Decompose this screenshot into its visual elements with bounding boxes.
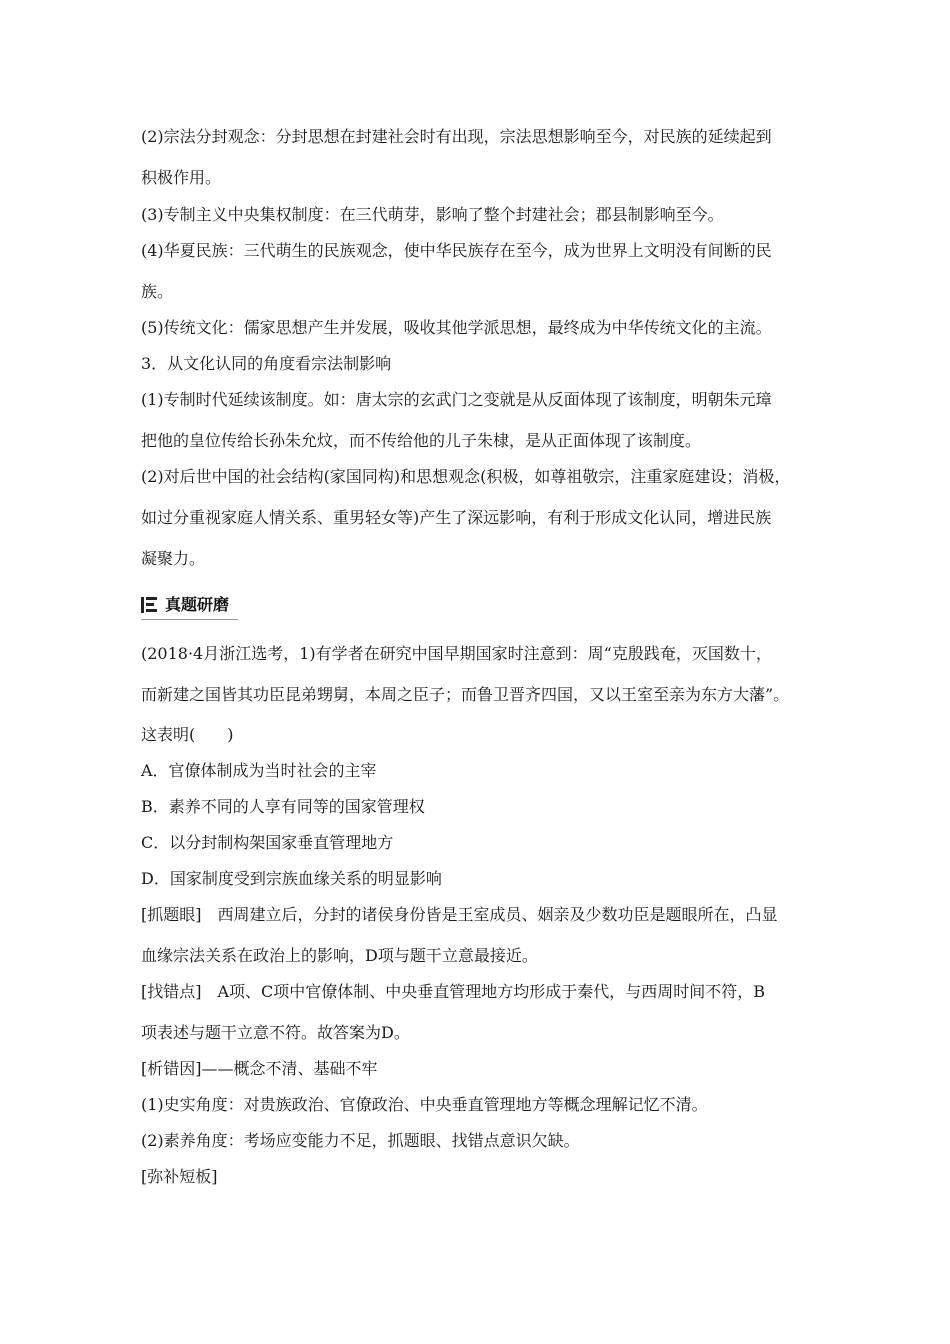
section-divider (141, 619, 238, 620)
question-stem-line: 这表明( ) (141, 725, 234, 744)
analysis-line: (1)史实角度：对贵族政治、官僚政治、中央垂直管理地方等概念理解记忆不清。 (141, 1095, 708, 1114)
text-line: 3．从文化认同的角度看宗法制影响 (141, 354, 392, 373)
text-line: (1)专制时代延续该制度。如：唐太宗的玄武门之变就是从反面体现了该制度，明朝朱元璋 (141, 390, 772, 409)
text-line: (2)对后世中国的社会结构(家国同构)和思想观念(积极，如尊祖敬宗，注重家庭建设；消极， (141, 467, 791, 486)
text-line: 族。 (141, 282, 174, 301)
option-c: C．以分封制构架国家垂直管理地方 (141, 833, 394, 852)
analysis-line: [弥补短板] (141, 1167, 218, 1186)
section-header (141, 594, 229, 616)
text-line: (4)华夏民族：三代萌生的民族观念，使中华民族存在至今，成为世界上文明没有间断的民 (141, 241, 772, 260)
option-b: B．素养不同的人享有同等的国家管理权 (141, 797, 425, 816)
text-line: 积极作用。 (141, 168, 222, 187)
analysis-line: 项表述与题干立意不符。故答案为D。 (141, 1023, 410, 1042)
text-line: (2)宗法分封观念：分封思想在封建社会时有出现，宗法思想影响至今，对民族的延续起到 (141, 127, 772, 146)
analysis-line: [找错点] A项、C项中官僚体制、中央垂直管理地方均形成于秦代，与西周时间不符，B (141, 982, 766, 1001)
question-stem-line: (2018·4月浙江选考，1)有学者在研究中国早期国家时注意到：周“克殷践奄，灭国数十， (141, 644, 772, 663)
text-line: 凝聚力。 (141, 549, 206, 568)
section-title: 真题研磨 (165, 595, 230, 614)
text-line: 把他的皇位传给长孙朱允炆，而不传给他的儿子朱棣，是从正面体现了该制度。 (141, 431, 702, 450)
option-a: A．官僚体制成为当时社会的主宰 (141, 761, 377, 780)
section-list-icon (141, 597, 157, 613)
analysis-line: [析错因]——概念不清、基础不牢 (141, 1059, 378, 1078)
option-d: D．国家制度受到宗族血缘关系的明显影响 (141, 869, 442, 888)
text-line: (3)专制主义中央集权制度：在三代萌芽，影响了整个封建社会；郡县制影响至今。 (141, 205, 724, 224)
analysis-line: (2)素养角度：考场应变能力不足，抓题眼、找错点意识欠缺。 (141, 1131, 580, 1150)
question-stem-line: 而新建之国皆其功臣昆弟甥舅，本周之臣子；而鲁卫晋齐四国，又以王室至亲为东方大藩”。 (141, 685, 790, 704)
text-line: 如过分重视家庭人情关系、重男轻女等)产生了深远影响，有利于形成文化认同，增进民族 (141, 508, 772, 527)
analysis-line: 血缘宗法关系在政治上的影响，D项与题干立意最接近。 (141, 946, 538, 965)
text-line: (5)传统文化：儒家思想产生并发展，吸收其他学派思想，最终成为中华传统文化的主流。 (141, 318, 772, 337)
analysis-line: [抓题眼] 西周建立后，分封的诸侯身份皆是王室成员、姻亲及少数功臣是题眼所在，凸显 (141, 905, 778, 924)
